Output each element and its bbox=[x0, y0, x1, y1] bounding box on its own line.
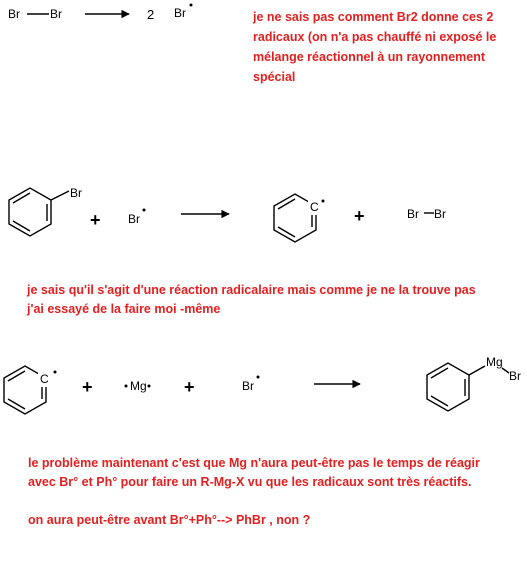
bromine-radical-label: Br bbox=[128, 212, 140, 226]
note-line bbox=[28, 492, 480, 511]
radical-dot bbox=[257, 376, 260, 379]
bromobenzene-structure bbox=[9, 186, 82, 236]
radical-dot bbox=[322, 200, 325, 203]
radical-dot bbox=[143, 209, 146, 212]
phenyl-radical-structure bbox=[274, 194, 325, 242]
phenylmagnesium-bromide-structure bbox=[427, 355, 521, 411]
aromatic-double-bond bbox=[13, 221, 30, 231]
magnesium-label: Mg bbox=[130, 379, 147, 393]
radical-dot bbox=[148, 385, 151, 388]
bromine-substituent-label: Br bbox=[70, 186, 82, 200]
bromine-radical-label: Br bbox=[242, 379, 254, 393]
note-line: on aura peut-être avant Br°+Ph°--> PhBr , non ? bbox=[28, 513, 311, 527]
reaction-2 bbox=[9, 186, 446, 242]
aromatic-double-bond bbox=[13, 193, 30, 203]
plus-sign: + bbox=[184, 377, 195, 397]
aromatic-double-bond bbox=[8, 371, 25, 381]
note-2 bbox=[27, 281, 476, 319]
bromine-left-label: Br bbox=[8, 7, 20, 21]
plus-sign: + bbox=[354, 206, 365, 226]
bromine-right-label: Br bbox=[50, 7, 62, 21]
aromatic-double-bond bbox=[8, 399, 25, 409]
aromatic-double-bond bbox=[431, 396, 448, 406]
note-line: je sais qu'il s'agit d'une réaction radicalaire mais comme je ne la trouve pas bbox=[27, 283, 476, 297]
radical-dot bbox=[125, 385, 128, 388]
benzene-ring bbox=[9, 188, 51, 236]
note-line: radicaux (on n'a pas chauffé ni exposé le bbox=[253, 30, 497, 44]
coefficient-label: 2 bbox=[147, 7, 155, 22]
plus-sign: + bbox=[90, 210, 101, 230]
aromatic-double-bond bbox=[278, 199, 295, 209]
bromine-label: Br bbox=[509, 369, 521, 383]
note-line: avec Br° et Ph° pour faire un R-Mg-X vu que les radicaux sont très réactifs. bbox=[28, 475, 472, 489]
note-line: le problème maintenant c'est que Mg n'aura peut-être pas le temps de réagir bbox=[28, 456, 480, 470]
note-3 bbox=[28, 454, 480, 530]
bromine-right-label: Br bbox=[434, 207, 446, 221]
phenyl-radical-structure bbox=[4, 366, 57, 414]
note-line: mélange réactionnel à un rayonnement bbox=[253, 50, 486, 64]
magnesium-label: Mg bbox=[486, 355, 503, 369]
bromine-radical-label: Br bbox=[174, 6, 186, 20]
bromine-left-label: Br bbox=[407, 207, 419, 221]
note-line: spécial bbox=[253, 70, 296, 84]
benzene-ring bbox=[427, 363, 469, 411]
aromatic-double-bond bbox=[431, 368, 448, 378]
radical-dot bbox=[54, 371, 57, 374]
note-line: j'ai essayé de la faire moi -même bbox=[27, 302, 221, 316]
reaction-1 bbox=[8, 4, 193, 23]
aromatic-double-bond bbox=[278, 227, 295, 237]
note-1 bbox=[253, 7, 496, 87]
reaction-3 bbox=[4, 355, 521, 414]
c-br-bond bbox=[51, 191, 69, 200]
radical-carbon-label: C bbox=[40, 372, 49, 386]
c-mg-bond bbox=[469, 366, 485, 375]
radical-dot bbox=[190, 4, 193, 7]
radical-carbon-label: C bbox=[310, 200, 319, 214]
note-line: je ne sais pas comment Br2 donne ces 2 bbox=[253, 10, 494, 24]
plus-sign: + bbox=[82, 377, 93, 397]
mg-br-bond bbox=[502, 368, 509, 373]
